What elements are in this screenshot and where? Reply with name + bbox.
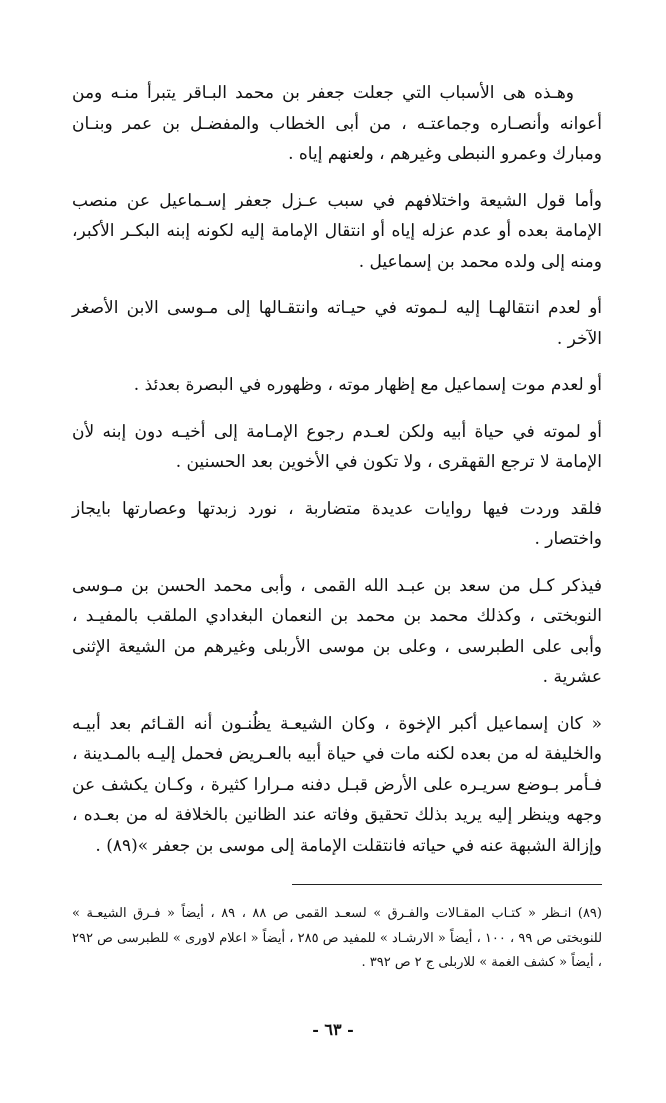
paragraph-1: وهـذه هى الأسباب التي جعلت جعفر بن محمد البـاقر يتبرأ منـه ومن أعوانه وأنصـاره وجماعتـه ، من أبى الخطاب والمفضـل بن عمر وبنـان ومبارك وعمرو النبطى وغيرهم ، ولعنهم إياه . [72,83,602,164]
footnote-89: (٨٩) انـظر « كتـاب المقـالات والفـرق » لسعـد القمى ص ٨٨ ، ٨٩ ، أيضاً « فـرق الشيعـة » للنوبختى ص ٩٩ ، ١٠٠ ، أيضاً « الارشـاد » للمفيد ص ٢٨٥ ، أيضاً « اعلام لاورى » للطبرسى ص ٢٩٢ ، أيضاً « كشف الغمة » للاربلى ج ٢ ص ٣٩٢ . [72,906,603,970]
paragraph-7: فيذكر كـل من سعد بن عبـد الله القمى ، وأبى محمد الحسن بن مـوسى النوبختى ، وكذلك محمد بن محمد بن النعمان البغدادي الملقب بالمفيـد ، وأبى على الطبرسى ، وعلى بن موسى الأربلى وغيرهم من الشيعة الإثنى عشرية . [72,575,602,687]
page-number: - ٦٣ - [312,1020,354,1039]
paragraph-6: فلقد وردت فيها روايات عديدة متضاربة ، نورد زبدتها وعصارتها بايجاز واختصار . [72,498,602,549]
paragraph-4: أو لعدم موت إسماعيل مع إظهار موته ، وظهوره في البصرة بعدئذ . [133,375,602,395]
paragraph-5: أو لموته في حياة أبيه ولكن لعـدم رجوع الإمـامة إلى أخيـه دون إبنه لأن الإمامة لا ترجع القهقرى ، ولا تكون في الأخوين بعد الحسنين . [72,421,602,472]
paragraph-3: أو لعدم انتقالهـا إليه لـموته في حيـاته وانتقـالها إلى مـوسى الابن الأصغر الآخر . [72,298,602,349]
footnote-separator [292,884,602,885]
paragraph-2: وأما قول الشيعة واختلافهم في سبب عـزل جعفر إسـماعيل عن منصب الإمامة بعده أو عدم عزله إياه أو انتقال الإمامة إليه لكونه إبنه البكـر الأكبر، ومنه إلى ولده محمد بن إسماعيل . [72,190,602,272]
main-text [72,78,602,877]
paragraph-8-quote: « كان إسماعيل أكبر الإخوة ، وكان الشيعـة يظُنـون أنه القـائم بعد أبيـه والخليفة له من بعده لكنه مات في حياة أبيه بالعـريض فحمل إليـه بالمـدينة ، فـأمر بـوضع سريـره على الأرض قبـل دفنه مـرارا كثيرة ، وكـان يكشف عن وجهه وينظر إليه يريد بذلك تحقيق وفاته عند الظانين بالخلافة له من بعـده ، وإزالة الشبهة عنه في حياته فانتقلت الإمامة إلى موسى بن جعفر »(٨٩) . [72,713,602,856]
